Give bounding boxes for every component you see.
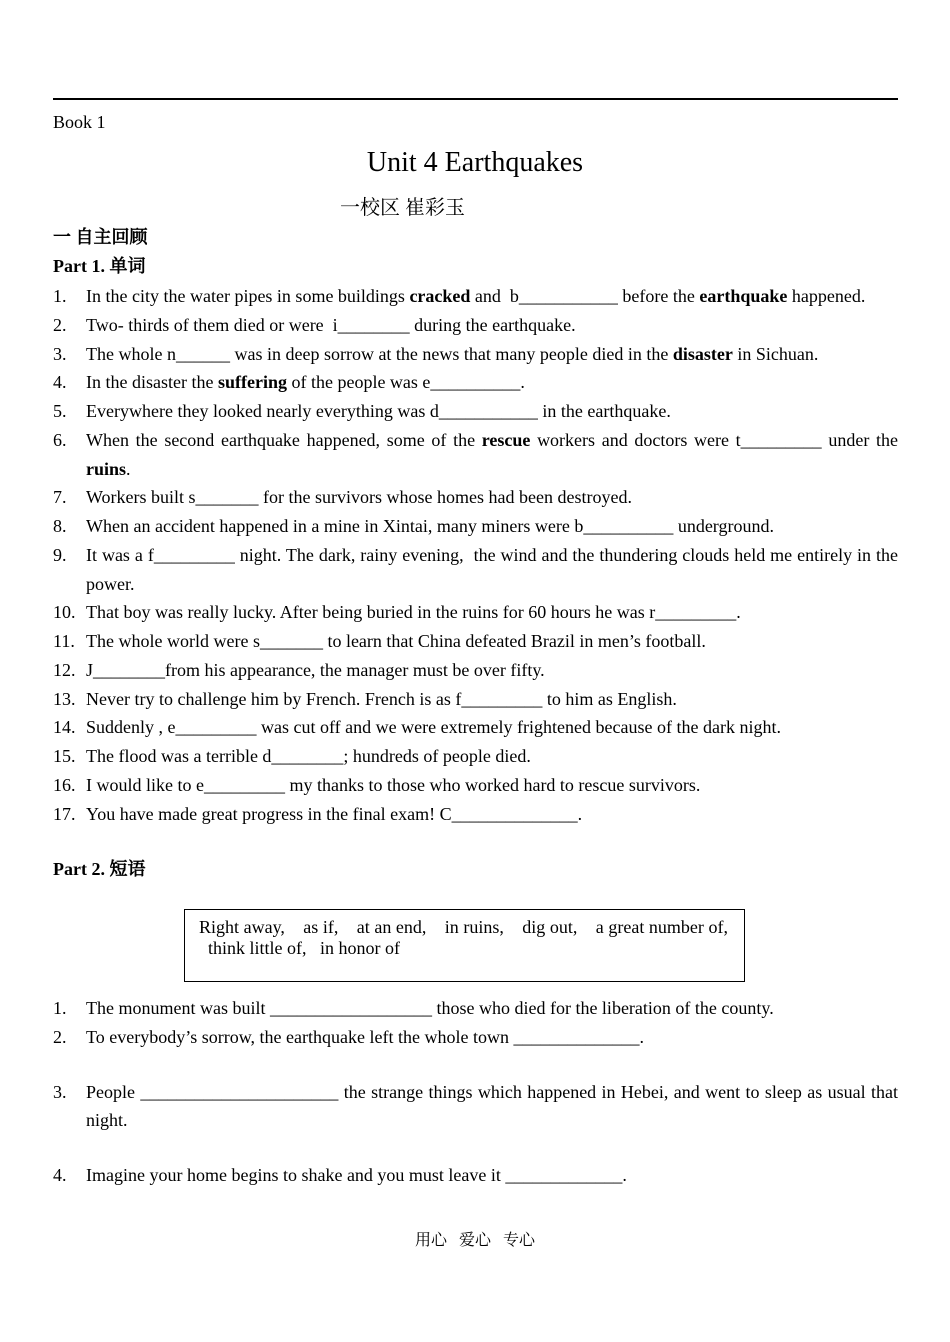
phrase-list (53, 994, 898, 1190)
vocab-item (53, 426, 898, 484)
item-number: 15. (53, 746, 76, 766)
item-text: Never try to challenge him by French. French is as f_________ to him as English. (86, 688, 677, 709)
item-text: You have made great progress in the final exam! C______________. (86, 803, 583, 824)
vocab-item (53, 368, 898, 397)
item-number: 2. (53, 1026, 67, 1047)
item-text: Suddenly , e_________ was cut off and we were extremely frightened because of the dark night. (86, 717, 781, 738)
vocab-item (53, 483, 898, 512)
item-number: 4. (53, 372, 67, 393)
item-number: 8. (53, 516, 67, 536)
item-text: People ______________________ the strange things which happened in Hebei, and went to sleep as usual that night. (86, 1081, 898, 1131)
item-number: 9. (53, 544, 67, 565)
vocab-item (53, 340, 898, 369)
item-text: The monument was built __________________ those who died for the liberation of the county. (86, 998, 774, 1018)
vocab-item (53, 598, 898, 627)
page-footer: 用心 爱心 专心 (414, 1232, 535, 1249)
part2-heading: Part 2. 短语 (53, 859, 146, 879)
item-number: 16. (53, 774, 76, 795)
item-text: J________from his appearance, the manager must be over fifty. (86, 659, 545, 680)
vocab-item (53, 541, 898, 599)
phrase-item (53, 1161, 898, 1190)
vocab-item (53, 627, 898, 656)
vocab-item (53, 800, 898, 829)
phrase-item (53, 1078, 898, 1136)
phrase-item (53, 994, 898, 1023)
item-number: 7. (53, 487, 67, 508)
part1-heading: Part 1. 单词 (53, 256, 146, 276)
section-heading: 一 自主回顾 (53, 227, 148, 247)
vocab-item (53, 512, 898, 541)
item-number: 14. (53, 717, 76, 738)
item-text: In the disaster the suffering of the people was e__________. (86, 372, 525, 393)
item-number: 4. (53, 1165, 67, 1185)
item-text: When an accident happened in a mine in Xintai, many miners were b__________ underground. (86, 516, 774, 536)
item-number: 13. (53, 688, 76, 709)
item-text: Everywhere they looked nearly everything was d___________ in the earthquake. (86, 401, 671, 421)
author-line: 一校区 崔彩玉 (340, 197, 465, 219)
vocab-item (53, 685, 898, 714)
vocab-item (53, 397, 898, 426)
item-number: 3. (53, 343, 67, 364)
item-text: Two- thirds of them died or were i________ during the earthquake. (86, 314, 576, 335)
item-text: The flood was a terrible d________; hundreds of people died. (86, 746, 531, 766)
vocab-item (53, 771, 898, 800)
vocab-item (53, 311, 898, 340)
vocab-item (53, 742, 898, 771)
book-label: Book 1 (53, 112, 106, 132)
item-text: It was a f_________ night. The dark, rainy evening, the wind and the thundering clouds held me entirely in the power. (86, 544, 898, 594)
item-text: That boy was really lucky. After being buried in the ruins for 60 hours he was r_________. (86, 602, 741, 623)
vocab-item (53, 713, 898, 742)
item-number: 2. (53, 314, 67, 335)
item-number: 5. (53, 401, 67, 421)
item-text: In the city the water pipes in some buildings cracked and b___________ before the earthquake happened. (86, 286, 866, 306)
item-text: When the second earthquake happened, some of the rescue workers and doctors were t_________ under the ruins. (86, 429, 898, 479)
item-text: I would like to e_________ my thanks to those who worked hard to rescue survivors. (86, 774, 701, 795)
header-rule (53, 98, 898, 100)
item-text: The whole world were s_______ to learn that China defeated Brazil in men’s football. (86, 631, 706, 651)
item-number: 17. (53, 803, 76, 824)
item-number: 1. (53, 286, 67, 306)
phrase-item (53, 1023, 898, 1052)
item-number: 6. (53, 429, 67, 450)
item-number: 12. (53, 659, 76, 680)
item-text: To everybody’s sorrow, the earthquake left the whole town ______________. (86, 1026, 644, 1047)
item-text: The whole n______ was in deep sorrow at the news that many people died in the disaster in Sichuan. (86, 343, 819, 364)
vocab-item (53, 282, 898, 311)
item-number: 1. (53, 998, 67, 1018)
page-title: Unit 4 Earthquakes (366, 147, 584, 178)
item-number: 10. (53, 602, 76, 623)
item-number: 11. (53, 631, 75, 651)
vocab-item (53, 656, 898, 685)
item-number: 3. (53, 1081, 67, 1102)
phrase-box: Right away, as if, at an end, in ruins, dig out, a great number of, think little of, in honor of (184, 909, 745, 982)
item-text: Workers built s_______ for the survivors whose homes had been destroyed. (86, 487, 632, 508)
vocabulary-list (53, 282, 898, 828)
item-text: Imagine your home begins to shake and you must leave it _____________. (86, 1165, 627, 1185)
